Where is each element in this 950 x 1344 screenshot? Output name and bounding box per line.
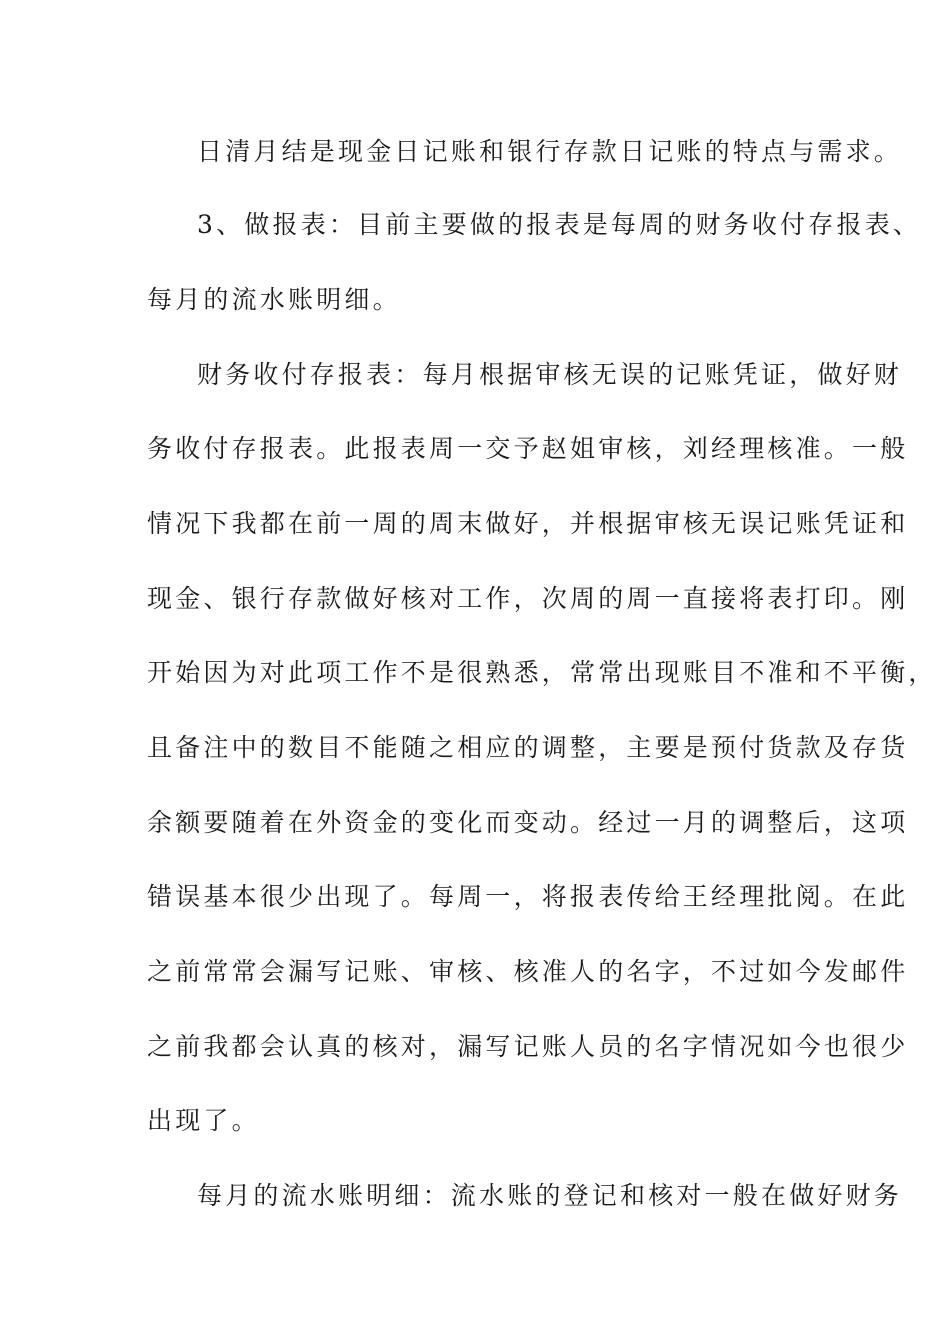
paragraph-line: 现金、银行存款做好核对工作，次周的周一直接将表打印。刚 — [147, 584, 909, 613]
paragraph-line: 财务收付存报表：每月根据审核无误的记账凭证，做好财 — [197, 360, 903, 389]
paragraph-line: 出现了。 — [147, 1106, 260, 1135]
paragraph-line: 之前常常会漏写记账、审核、核准人的名字，不过如今发邮件 — [147, 957, 909, 986]
paragraph-line: 务收付存报表。此报表周一交予赵姐审核，刘经理核准。一般 — [147, 434, 909, 463]
paragraph-line: 且备注中的数目不能随之相应的调整，主要是预付货款及存货 — [147, 733, 909, 762]
paragraph-line: 3、做报表：目前主要做的报表是每周的财务收付存报表、 — [197, 210, 922, 239]
paragraph-line: 之前我都会认真的核对，漏写记账人员的名字情况如今也很少 — [147, 1032, 909, 1061]
paragraph-line: 每月的流水账明细。 — [147, 285, 401, 314]
paragraph-line: 每月的流水账明细：流水账的登记和核对一般在做好财务 — [197, 1181, 903, 1210]
paragraph-line: 情况下我都在前一周的周末做好，并根据审核无误记账凭证和 — [147, 509, 909, 538]
paragraph-line: 错误基本很少出现了。每周一，将报表传给王经理批阅。在此 — [147, 882, 909, 911]
paragraph-line: 日清月结是现金日记账和银行存款日记账的特点与需求。 — [197, 137, 903, 166]
paragraph-line: 余额要随着在外资金的变化而变动。经过一月的调整后，这项 — [147, 808, 909, 837]
paragraph-line: 开始因为对此项工作不是很熟悉，常常出现账目不准和不平衡， — [147, 658, 937, 687]
